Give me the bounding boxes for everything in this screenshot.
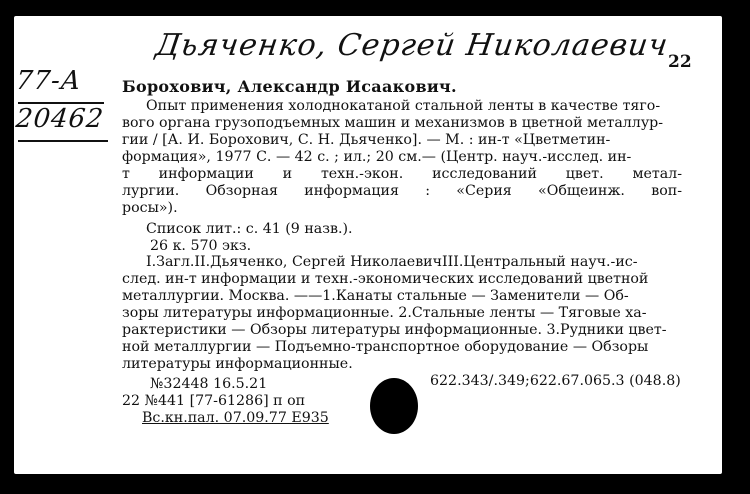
tracings-line: рактеристики — Обзоры литературы информационные. 3.Рудники цвет- [122,322,667,338]
tracings-line: I.Загл.II.Дьяченко, Сергей НиколаевичIII.Центральный науч.-ис- [146,254,638,270]
record-line-2: 22 №441 [77-61286] п оп [122,393,306,409]
call-number-underline-2 [18,140,108,142]
handwritten-call-number-bottom: 20462 [14,104,106,134]
catalog-card [14,16,722,474]
description-line: гии / [А. И. Борохович, С. Н. Дьяченко]. — М. : ин-т «Цветметин- [122,132,611,148]
record-number-date: №32448 16.5.21 [150,376,268,392]
tracings-line: литературы информационные. [122,356,353,372]
description-line: Опыт применения холоднокатаной стальной ленты в качестве тяго- [146,98,661,114]
udc-classification: 622.343/.349;622.67.065.3 (048.8) [430,373,681,389]
tracings-line: зоры литературы информационные. 2.Стальные ленты — Тяговые ха- [122,305,647,321]
bibliography-note: Список лит.: с. 41 (9 назв.). [146,221,353,237]
author-heading: Борохович, Александр Исаакович. [122,77,457,96]
tracings-line: ной металлургии — Подъемно-транспортное оборудование — Обзоры [122,339,649,355]
tracings-line: металлургии. Москва. ——1.Канаты стальные — Заменители — Об- [122,288,629,304]
copies-price: 26 к. 570 экз. [150,238,252,254]
tracings-line: след. ин-т информации и техн.-экономических исследований цветной [122,271,649,287]
handwritten-call-number-top: 77-А [14,66,84,96]
description-line: вого органа грузоподъемных машин и механизмов в цветной металлур- [122,115,664,131]
card-number: 22 [668,52,692,72]
description-line: т информации и техн.-экон. исследований цвет. метал- [122,166,682,182]
handwritten-header-name: Дьяченко, Сергей Николаевич [153,28,671,63]
card-punch-hole [370,378,418,434]
description-line: лургии. Обзорная информация : «Серия «Общеинж. воп- [122,183,682,199]
description-line: росы»). [122,200,178,216]
record-line-3: Вс.кн.пал. 07.09.77 Е935 [142,410,329,426]
description-line: формация», 1977 С. — 42 с. ; ил.; 20 см.— (Центр. науч.-исслед. ин- [122,149,632,165]
